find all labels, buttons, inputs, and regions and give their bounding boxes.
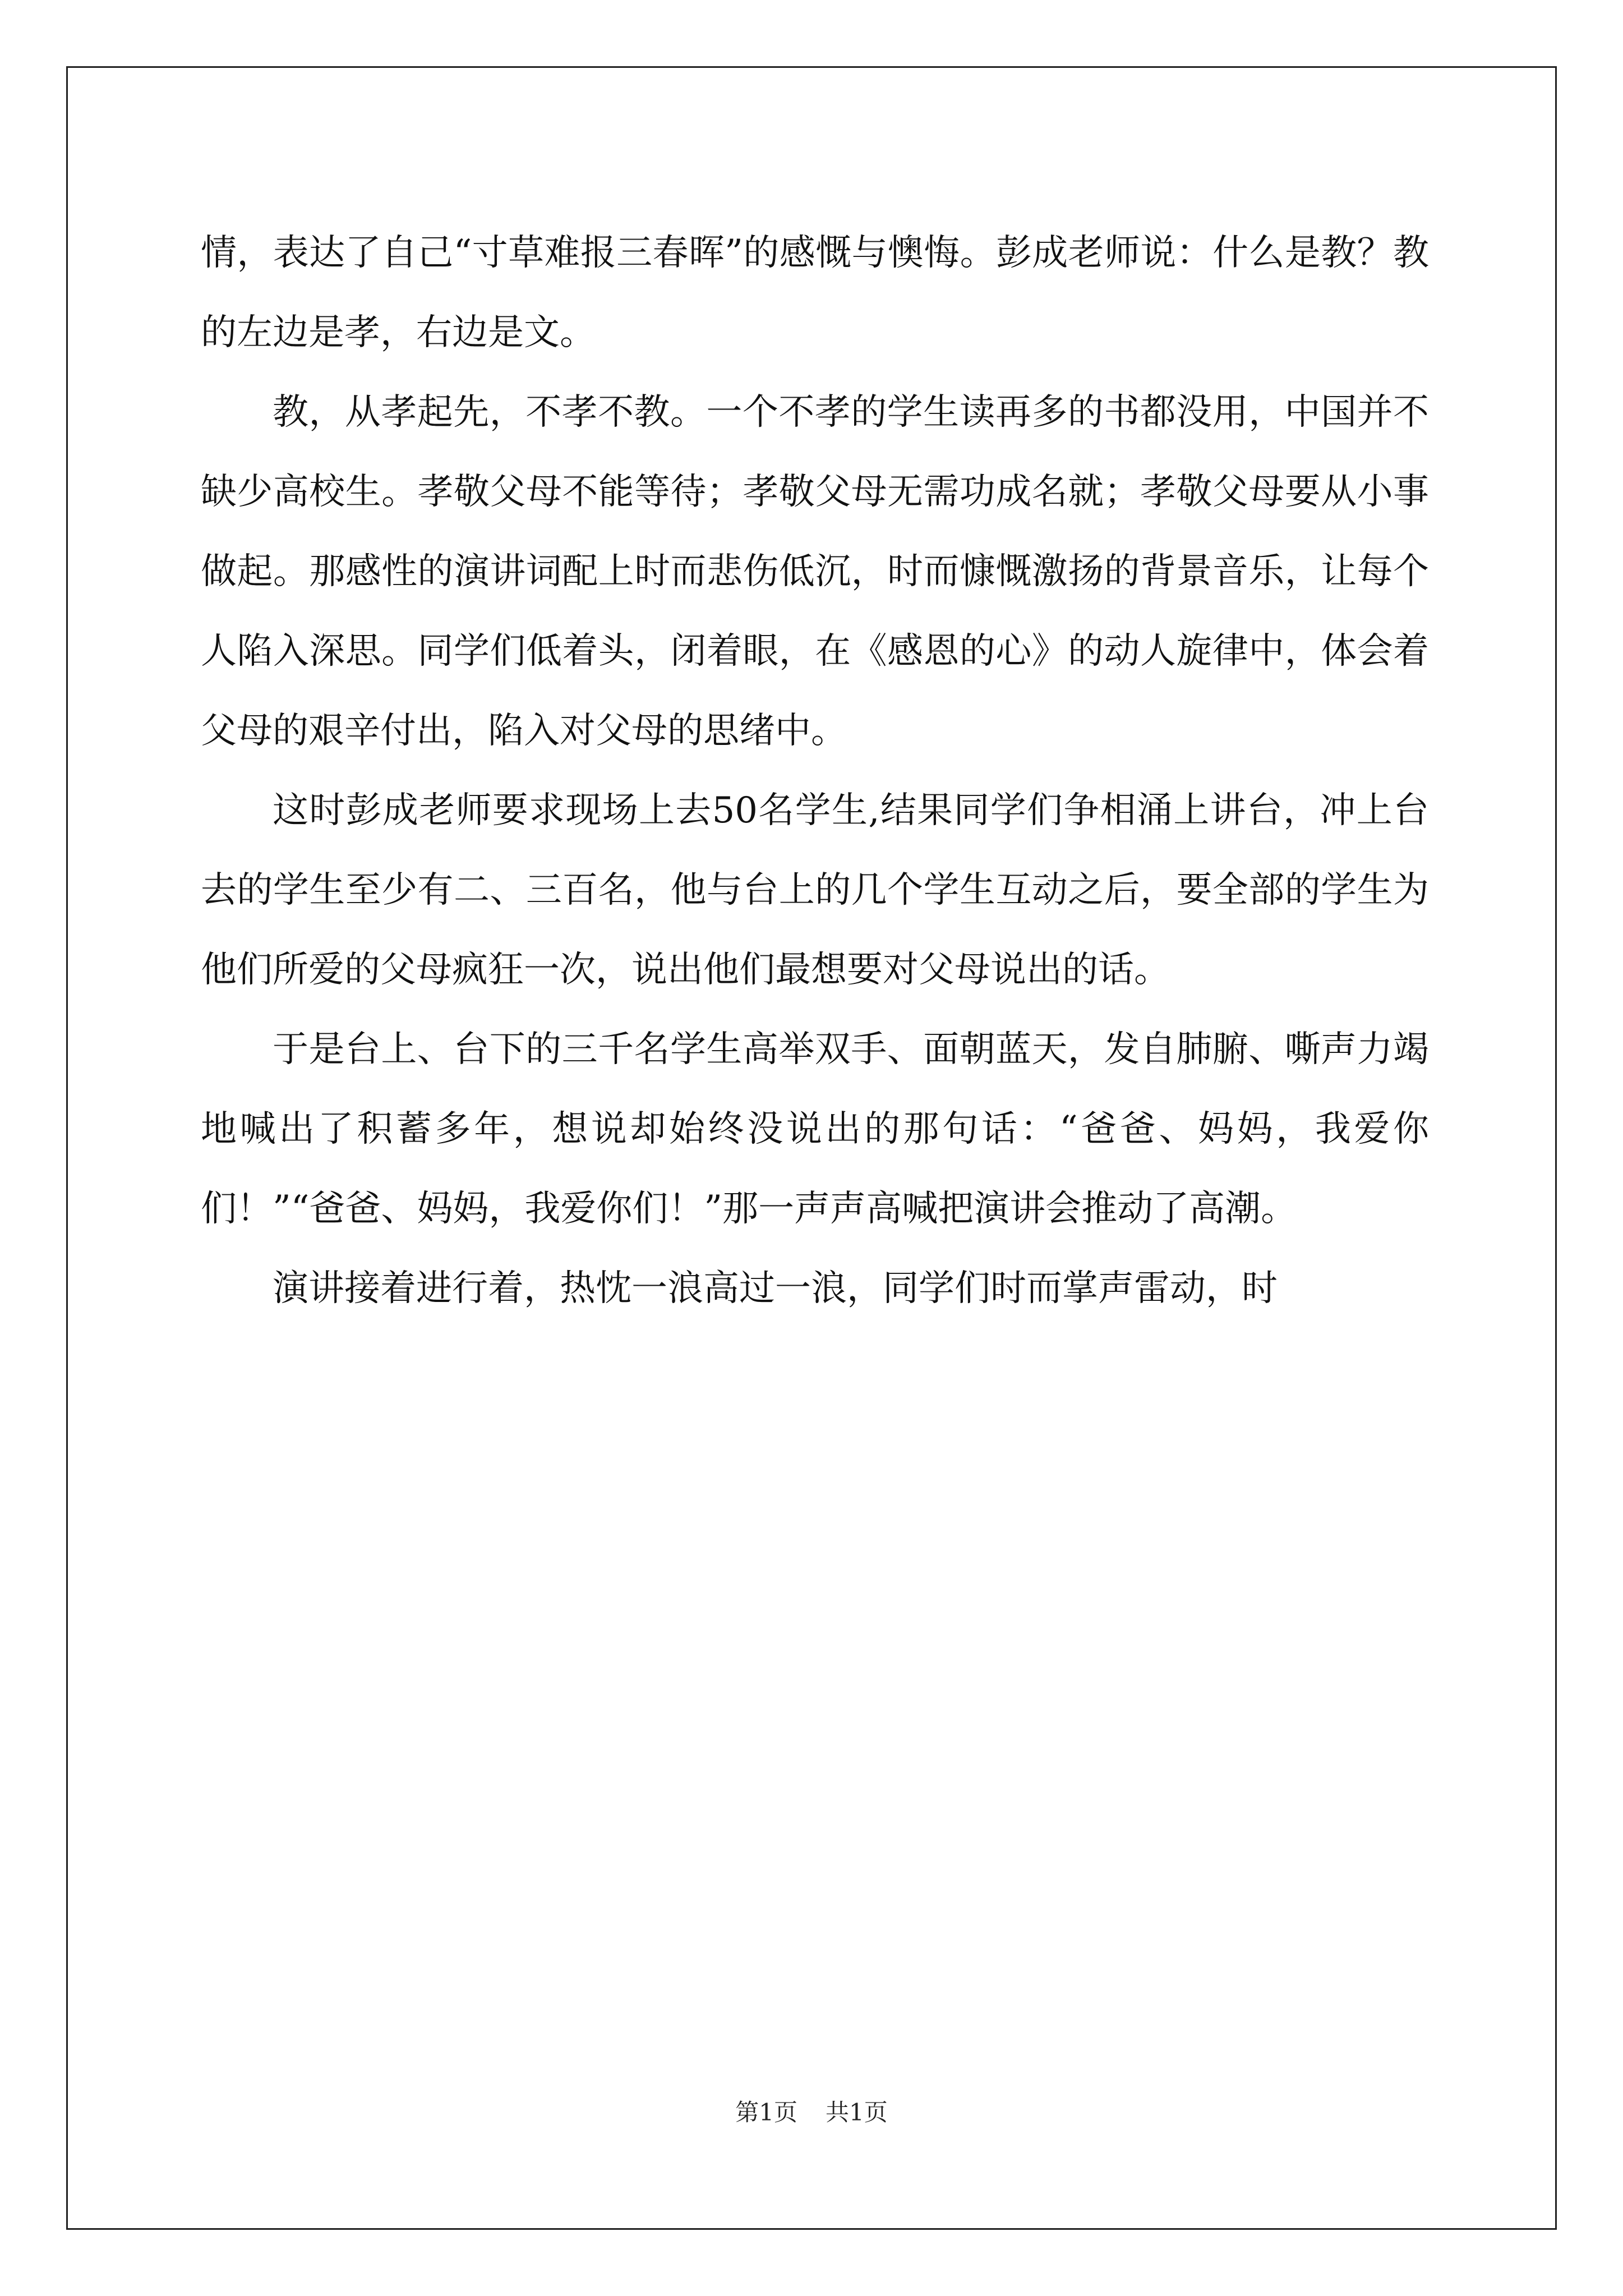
paragraph-3: 这时彭成老师要求现场上去50名学生,结果同学们争相涌上讲台，冲上台去的学生至少有二、三百名，他与台上的几个学生互动之后，要全部的学生为他们所爱的父母疯狂一次，说出他们最想要对父母说出的话。 — [201, 790, 1429, 991]
page-number-total: 共1页 — [826, 2099, 888, 2126]
document-body — [201, 213, 1429, 1328]
paragraph-5: 演讲接着进行着，热忱一浪高过一浪，同学们时而掌声雷动，时 — [273, 1268, 1278, 1309]
paragraph-4: 于是台上、台下的三千名学生高举双手、面朝蓝天，发自肺腑、嘶声力竭地喊出了积蓄多年，想说却始终没说出的那句话：“爸爸、妈妈，我爱你们！”“爸爸、妈妈，我爱你们！”那一声声高喊把演讲会推动了高潮。 — [201, 1029, 1429, 1230]
page-number-current: 第1页 — [735, 2099, 797, 2126]
paragraph-2: 教，从孝起先，不孝不教。一个不孝的学生读再多的书都没用，中国并不缺少高校生。孝敬父母不能等待；孝敬父母无需功成名就；孝敬父母要从小事做起。那感性的演讲词配上时而悲伤低沉，时而慷慨激扬的背景音乐，让每个人陷入深思。同学们低着头，闭着眼，在《感恩的心》的动人旋律中，体会着父母的艰辛付出，陷入对父母的思绪中。 — [201, 392, 1429, 752]
paragraph-1: 情，表达了自己“寸草难报三春晖”的感慨与懊悔。彭成老师说：什么是教？教的左边是孝，右边是文。 — [201, 232, 1429, 353]
page-footer — [0, 2097, 1623, 2128]
